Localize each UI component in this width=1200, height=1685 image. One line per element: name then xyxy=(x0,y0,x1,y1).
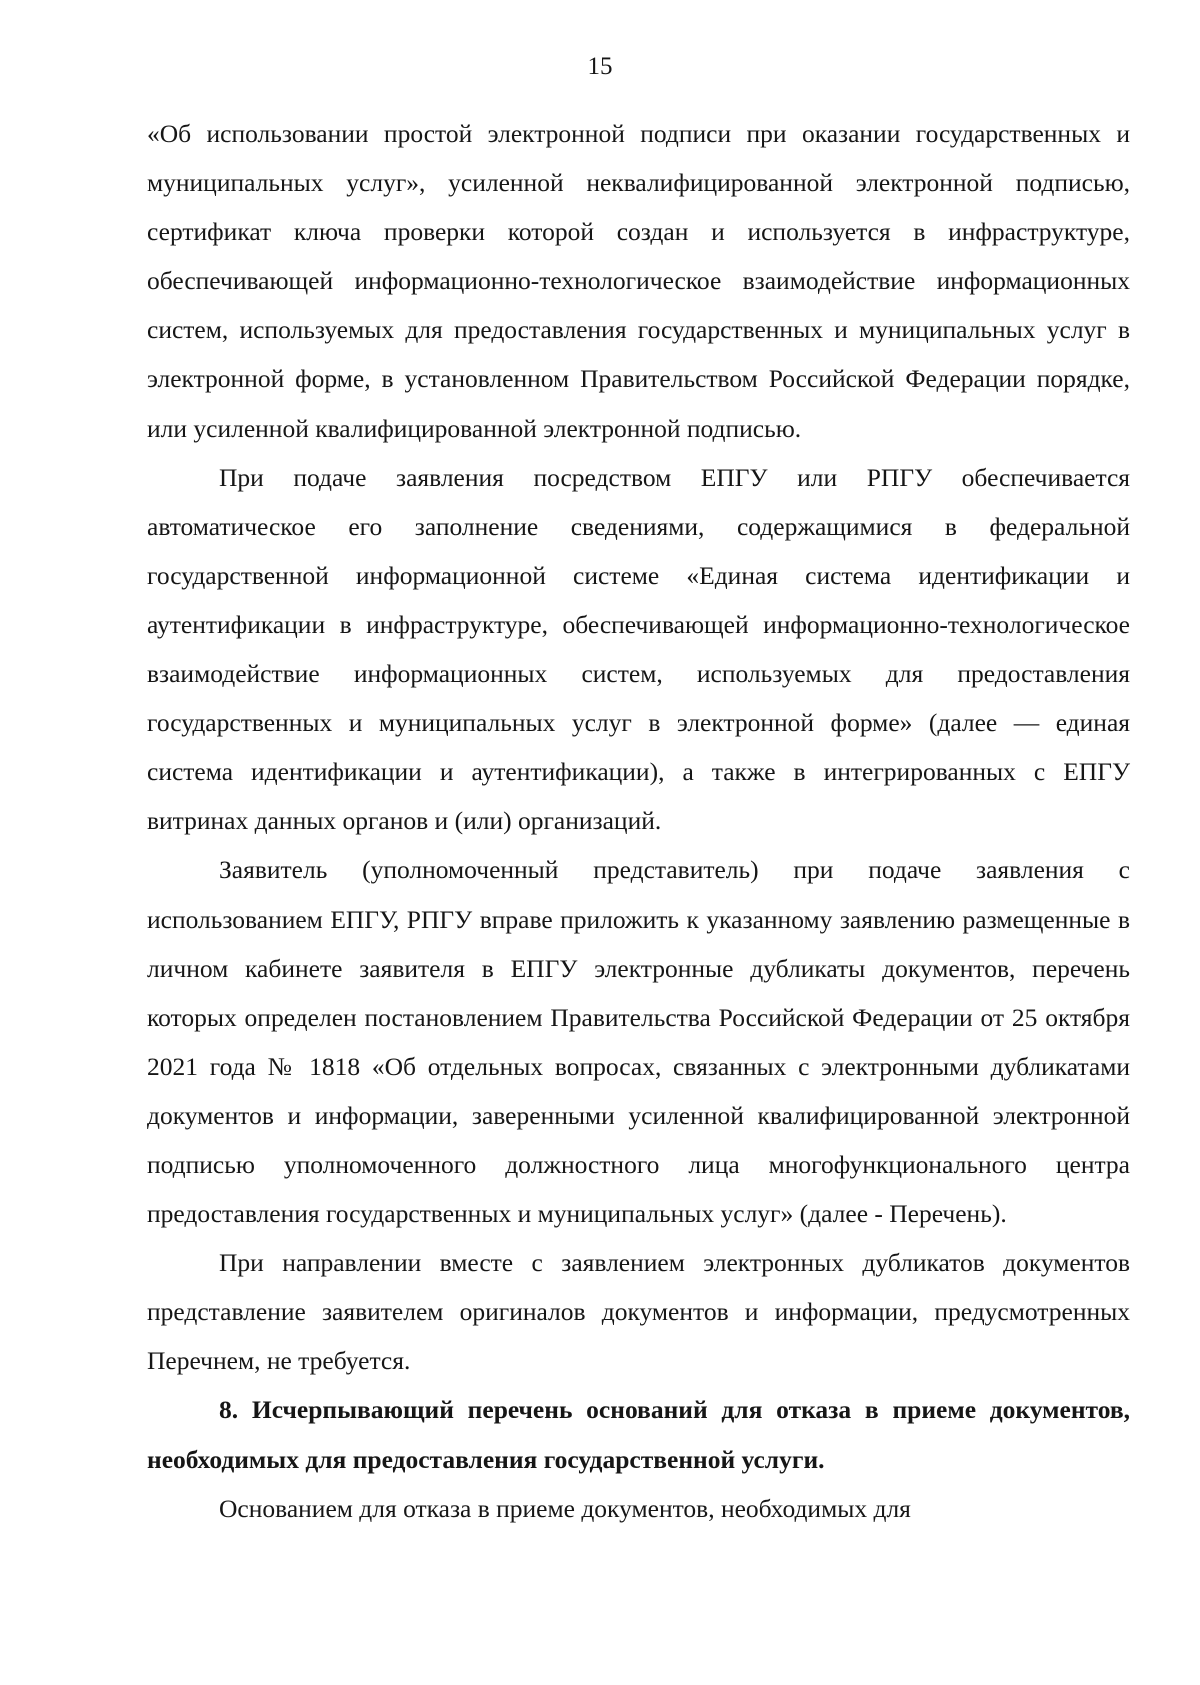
paragraph-electronic-duplicates: Заявитель (уполномоченный представитель) при подаче заявления с использованием ЕПГУ, РПГУ вправе приложить к указанному заявлению размещенные в личном кабинете заявителя в ЕПГУ электронные дубликаты документов, перечень которых определен постановлением Правительства Российской Федерации от 25 октября 2021 года № 1818 «Об отдельных вопросах, связанных с электронными дубликатами документов и информации, заверенными усиленной квалифицированной электронной подписью уполномоченного должностного лица многофункционального центра предоставления государственных и муниципальных услуг» (далее - Перечень). xyxy=(147,855,1130,1229)
page-number: 15 xyxy=(587,53,613,80)
paragraph-refusal-grounds-start: Основанием для отказа в приеме документов, необходимых для xyxy=(219,1493,911,1523)
section-heading: 8. Исчерпывающий перечень оснований для отказа в приеме документов, необходимых для предоставления государственной услуги. xyxy=(147,1395,1130,1474)
paragraph-continued: «Об использовании простой электронной подписи при оказании государственных и муниципальных услуг», усиленной неквалифицированной электронной подписью, сертификат ключа проверки которой создан и используется в инфраструктуре, обеспечивающей информационно-технологическое взаимодействие информационных систем, используемых для предоставления государственных и муниципальных услуг в электронной форме, в установленном Правительством Российской Федерации порядке, или усиленной квалифицированной электронной подписью. xyxy=(147,119,1130,443)
paragraph-epgu-autofill: При подаче заявления посредством ЕПГУ или РПГУ обеспечивается автоматическое его заполнение сведениями, содержащимися в федеральной государственной информационной системе «Единая система идентификации и аутентификации в инфраструктуре, обеспечивающей информационно-технологическое взаимодействие информационных систем, используемых для предоставления государственных и муниципальных услуг в электронной форме» (далее — единая система идентификации и аутентификации), а также в интегрированных с ЕПГУ витринах данных органов и (или) организаций. xyxy=(147,462,1130,836)
paragraph-originals-not-required: При направлении вместе с заявлением электронных дубликатов документов представление заявителем оригиналов документов и информации, предусмотренных Перечнем, не требуется. xyxy=(147,1248,1130,1376)
page-content xyxy=(147,109,1130,1533)
